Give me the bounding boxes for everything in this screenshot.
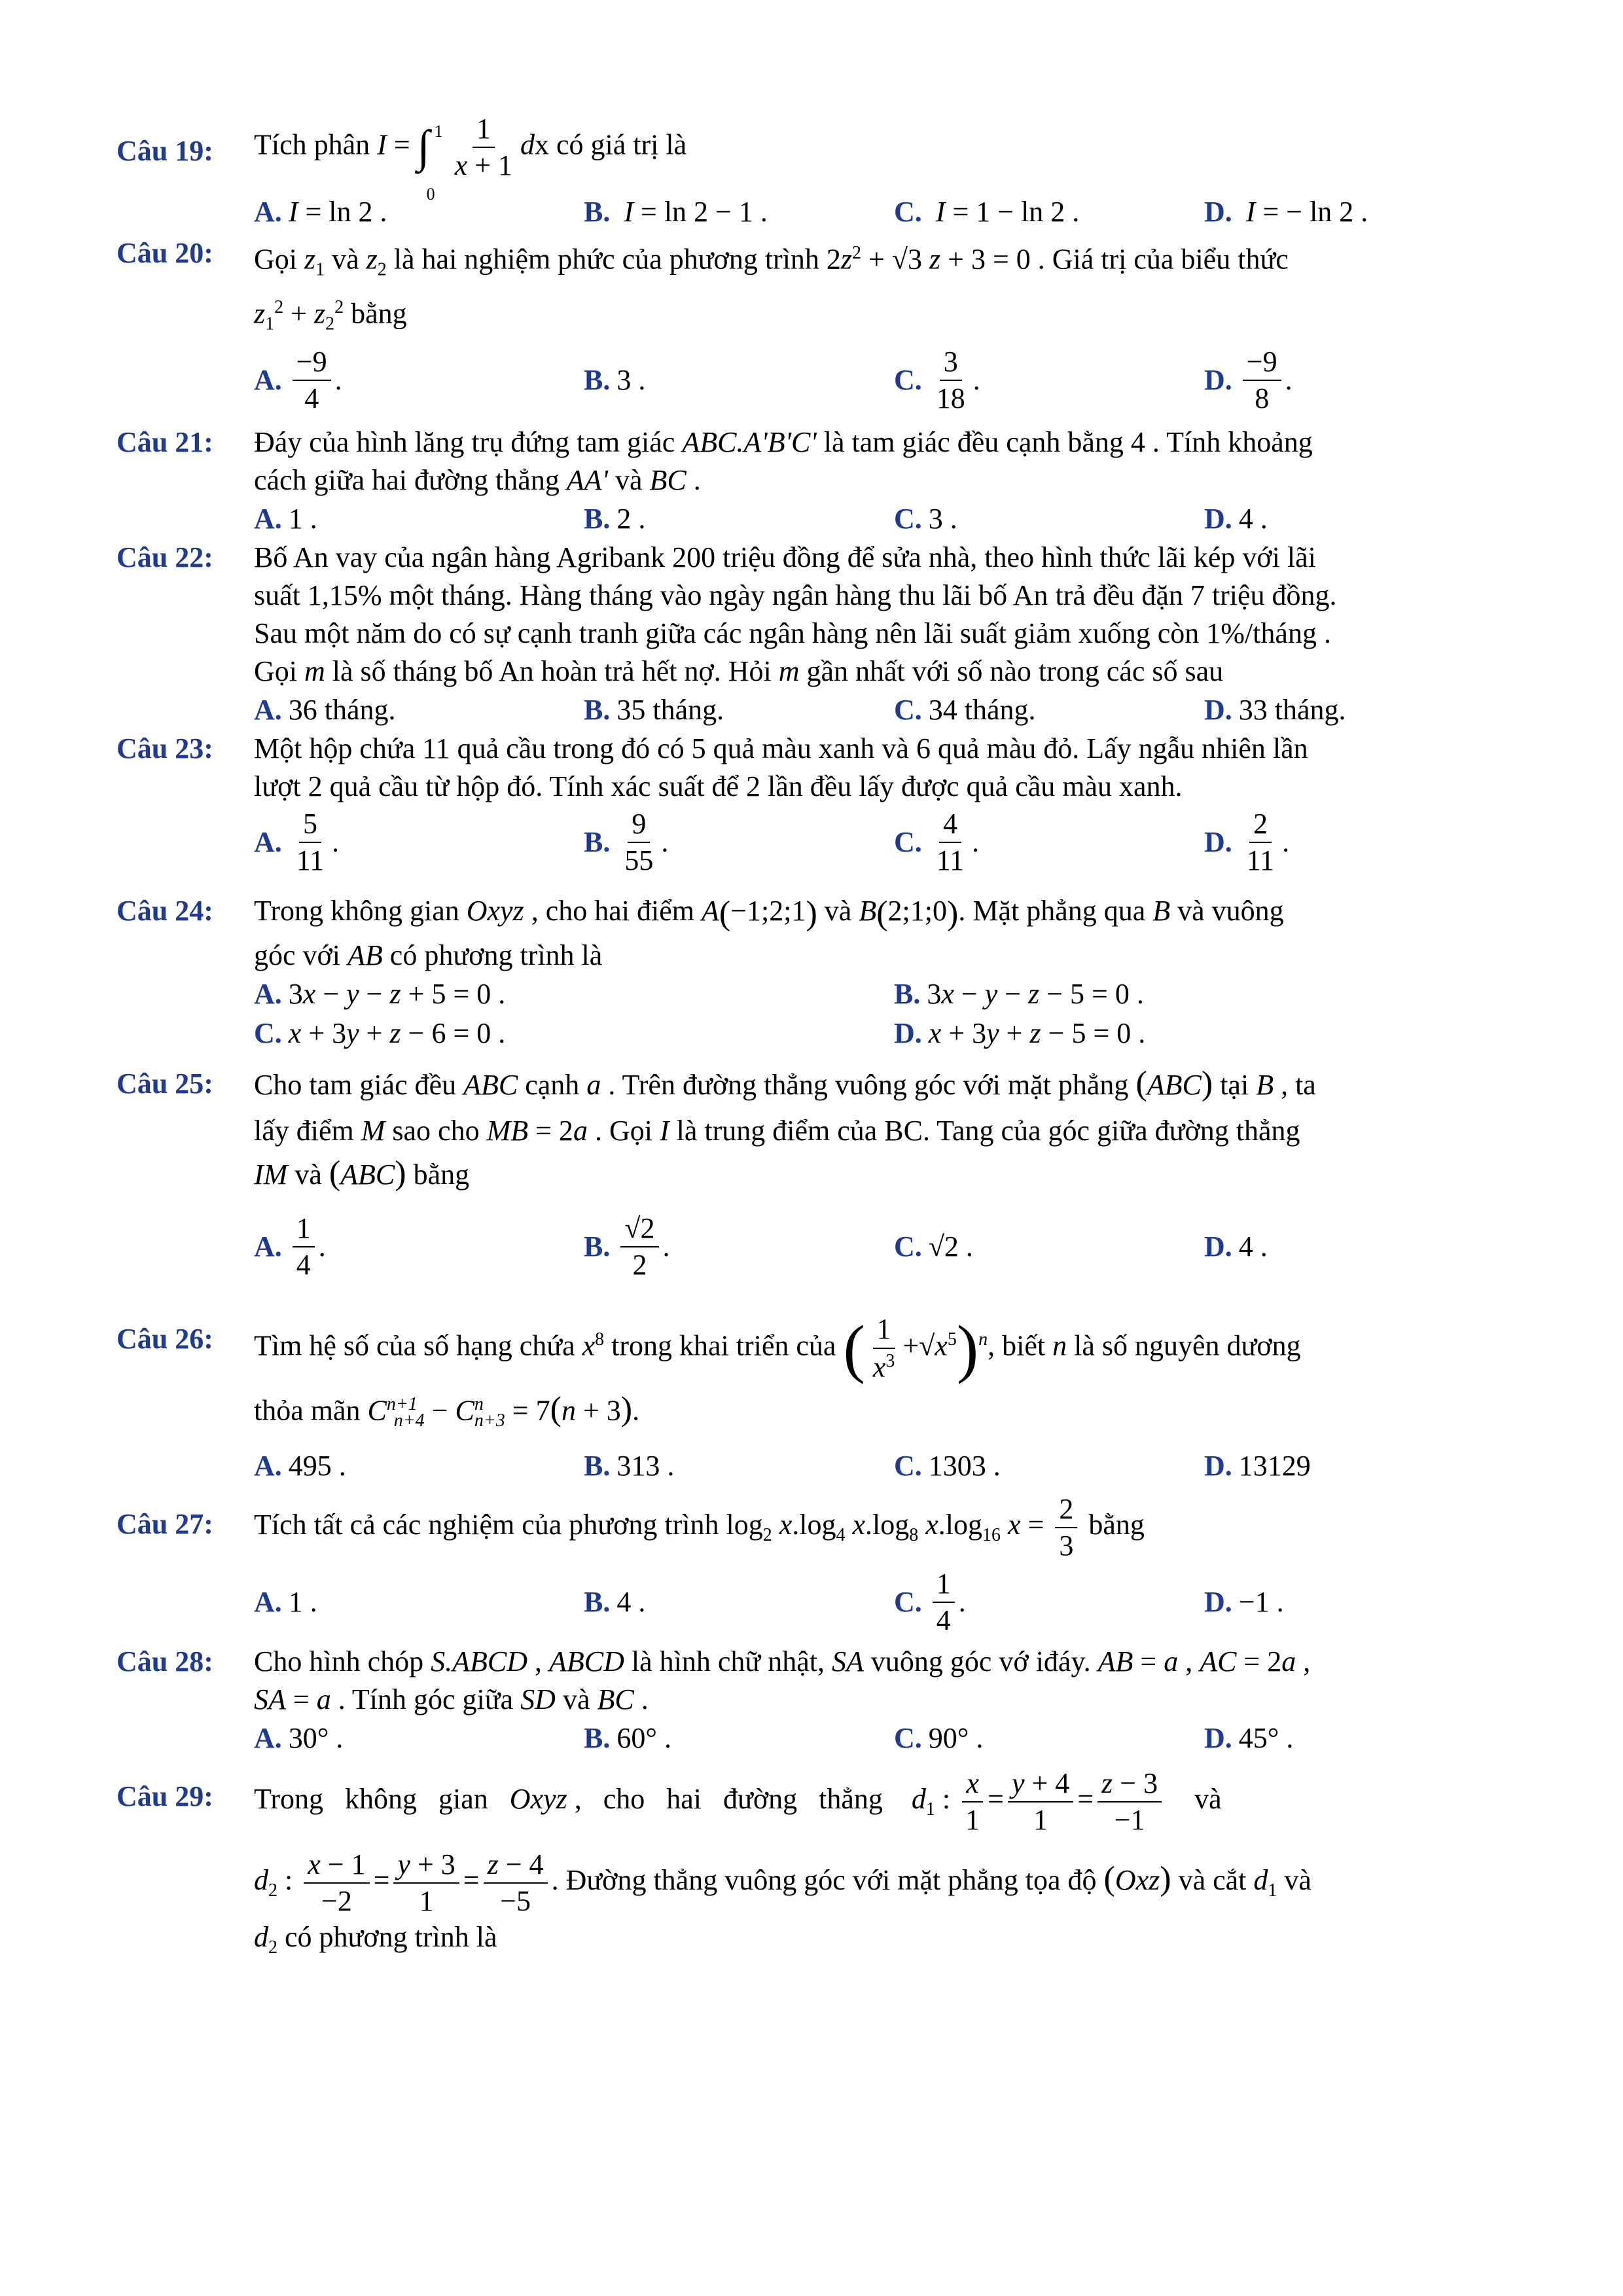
option-c[interactable]: C. I = 1 − ln 2 . [894, 196, 1080, 228]
option-b[interactable]: B. 3x − y − z − 5 = 0 . [894, 977, 1144, 1010]
question-22-options [254, 691, 1517, 730]
option-d[interactable]: D. −1 . [1204, 1586, 1284, 1619]
option-a[interactable]: A. 36 tháng. [254, 693, 396, 726]
question-21: Câu 21: Đáy của hình lăng trụ đứng tam giác ABC.A'B'C' là tam giác đều cạnh bằng 4 . Tính khoảng cách giữa hai đường thẳng AA' và BC . [116, 423, 1517, 499]
question-23: Câu 23: Một hộp chứa 11 quả cầu trong đó có 5 quả màu xanh và 6 quả màu đỏ. Lấy ngẫu nhiên lần lượt 2 quả cầu từ hộp đó. Tính xác suất để 2 lần đều lấy được quả cầu màu xanh. [116, 730, 1517, 806]
option-c[interactable]: C. $\frac{4}{11}$ . [894, 807, 980, 876]
option-b[interactable]: B. I = ln 2 − 1 . [584, 196, 768, 228]
question-label: Câu 24: [116, 894, 213, 927]
option-d[interactable]: D. 33 tháng. [1204, 693, 1346, 726]
option-b[interactable]: B. $\frac{√2}{2}$ . [584, 1211, 670, 1281]
question-label: Câu 21: [116, 425, 213, 458]
option-a[interactable]: A. $\frac{5}{11}$ . [254, 807, 340, 876]
question-26-options [254, 1446, 1517, 1486]
question-25-options [254, 1201, 1517, 1293]
question-23-options [254, 806, 1517, 879]
exam-page [116, 111, 1517, 1967]
question-25: Câu 25: Cho tam giác đều ABC cạnh a . Trên đường thẳng vuông góc với mặt phẳng (ABC) tại B , ta lấy điểm M sao cho MB = 2a . Gọi I là trung điểm của BC. Tang của góc giữa đường thẳng IM và (ABC) bằng [116, 1064, 1316, 1192]
question-20-options [254, 344, 1517, 417]
option-d[interactable]: D. 13129 [1204, 1450, 1311, 1482]
option-d[interactable]: D. $\frac{-9}{8}$ . [1204, 345, 1293, 414]
option-c[interactable]: C. 1303 . [894, 1450, 1001, 1482]
option-a[interactable]: A. $\frac{1}{4}$ . [254, 1211, 326, 1281]
option-a[interactable]: A. I = ln 2 . [254, 196, 387, 228]
question-19-options [254, 192, 1517, 232]
question-label: Câu 20: [116, 237, 213, 269]
option-b[interactable]: B. 2 . [584, 502, 646, 535]
question-label: Câu 22: [116, 541, 213, 573]
question-label: Câu 25: [116, 1067, 213, 1100]
option-c[interactable]: C. 3 . [894, 502, 957, 535]
question-28: Câu 28: Cho hình chóp S.ABCD , ABCD là hình chữ nhật, SA vuông góc vớ iđáy. AB = a , AC = 2a , SA = a . Tính góc giữa SD và BC . [116, 1643, 1517, 1719]
question-24-options-cd [254, 1014, 1517, 1053]
option-b[interactable]: B. 35 tháng. [584, 693, 724, 726]
question-22: Câu 22: Bố An vay của ngân hàng Agribank 200 triệu đồng để sửa nhà, theo hình thức lãi kép với lãi suất 1,15% một tháng. Hàng tháng vào ngày ngân hàng thu lãi bố An trả đều đặn 7 triệu đồng. Sau một năm do có sự cạnh tranh giữa các ngân hàng nên lãi suất giảm xuống còn 1%/tháng . Gọi m là số tháng bố An hoàn trả hết nợ. Hỏi m gần nhất với số nào trong các số sau [116, 539, 1517, 691]
question-27-options [254, 1566, 1517, 1639]
option-c[interactable]: C. x + 3y + z − 6 = 0 . [254, 1016, 506, 1049]
option-c[interactable]: C. $\frac{1}{4}$ . [894, 1568, 966, 1637]
option-a[interactable]: A. $\frac{-9}{4}$ . [254, 345, 342, 414]
question-26: Câu 26: Tìm hệ số của số hạng chứa $x^8$ trong khai triển của ( $\frac{1}{x^3}$ $+√x^5)^n$, biết n là số nguyên dương thỏa mãn $C^{n+1}_{n+4} - C^n_{n+3} = 7(n + 3)$. [116, 1312, 1301, 1431]
question-21-options [254, 499, 1517, 539]
option-c[interactable]: C. $\frac{3}{18}$ . [894, 345, 980, 414]
option-d[interactable]: D. I = − ln 2 . [1204, 196, 1368, 228]
question-label: Câu 23: [116, 732, 213, 764]
option-d[interactable]: D. $\frac{2}{11}$ . [1204, 807, 1290, 876]
question-20: Câu 20: Gọi $z_1$ và $z_2$ là hai nghiệm phức của phương trình $2z^2 + √3$ z + 3 = 0 . Giá trị của biểu thức $z_1^2 + z_2^2$ bằng [116, 234, 1517, 344]
option-a[interactable]: A. 30° . [254, 1722, 344, 1755]
question-24-options-ab [254, 975, 1517, 1014]
question-29: Câu 29: Trong không gian Oxyz , cho hai đường thẳng $d_1$ : $\frac{x}{1}$ = $\frac{y + 4}{1}$ = $\frac{z - 3}{-1}$ và $d_2$ : $\frac{x - 1}{-2}$ = $\frac{y + 3}{1}$ = $\frac{z - 4}{-5}$ . Đường thẳng vuông góc với mặt phẳng tọa độ (Oxz) và cắt $d_1$ và $d_2$ có phương trình là [116, 1767, 1311, 1958]
option-b[interactable]: B. 4 . [584, 1586, 646, 1619]
question-label: Câu 26: [116, 1322, 213, 1355]
option-d[interactable]: D. 45° . [1204, 1722, 1294, 1755]
option-b[interactable]: B. 3 . [584, 363, 646, 396]
option-a[interactable]: A. 3x − y − z + 5 = 0 . [254, 977, 506, 1010]
question-label: Câu 29: [116, 1780, 213, 1813]
question-label: Câu 27: [116, 1508, 213, 1541]
question-27: Câu 27: Tích tất cả các nghiệm của phương trình $\log_2 x.\log_4$ $x.\log_8$ $x.\log_{16}$ x = $\frac{2}{3}$ bằng [116, 1492, 1145, 1562]
option-b[interactable]: B. $\frac{9}{55}$ . [584, 807, 669, 876]
option-c[interactable]: C. 34 tháng. [894, 693, 1036, 726]
question-label: Câu 28: [116, 1645, 213, 1678]
option-a[interactable]: A. 495 . [254, 1450, 346, 1482]
question-label: Câu 19: [116, 135, 213, 167]
option-d[interactable]: D. x + 3y + z − 5 = 0 . [894, 1016, 1146, 1049]
question-24: Câu 24: Trong không gian Oxyz , cho hai điểm A(−1;2;1) và B(2;1;0). Mặt phẳng qua B và vuông góc với AB có phương trình là [116, 888, 1517, 975]
option-c[interactable]: C. √2 . [894, 1230, 973, 1263]
option-b[interactable]: B. 60° . [584, 1722, 671, 1755]
option-d[interactable]: D. 4 . [1204, 502, 1268, 535]
option-d[interactable]: D. 4 . [1204, 1230, 1268, 1263]
option-a[interactable]: A. 1 . [254, 1586, 317, 1619]
question-28-options [254, 1719, 1517, 1758]
option-a[interactable]: A. 1 . [254, 502, 317, 535]
option-c[interactable]: C. 90° . [894, 1722, 984, 1755]
question-19: Câu 19: Tích phân I = ∫ 1 0 $\frac{1}{x + 1}$ dx có giá trị là [116, 113, 687, 204]
option-b[interactable]: B. 313 . [584, 1450, 675, 1482]
